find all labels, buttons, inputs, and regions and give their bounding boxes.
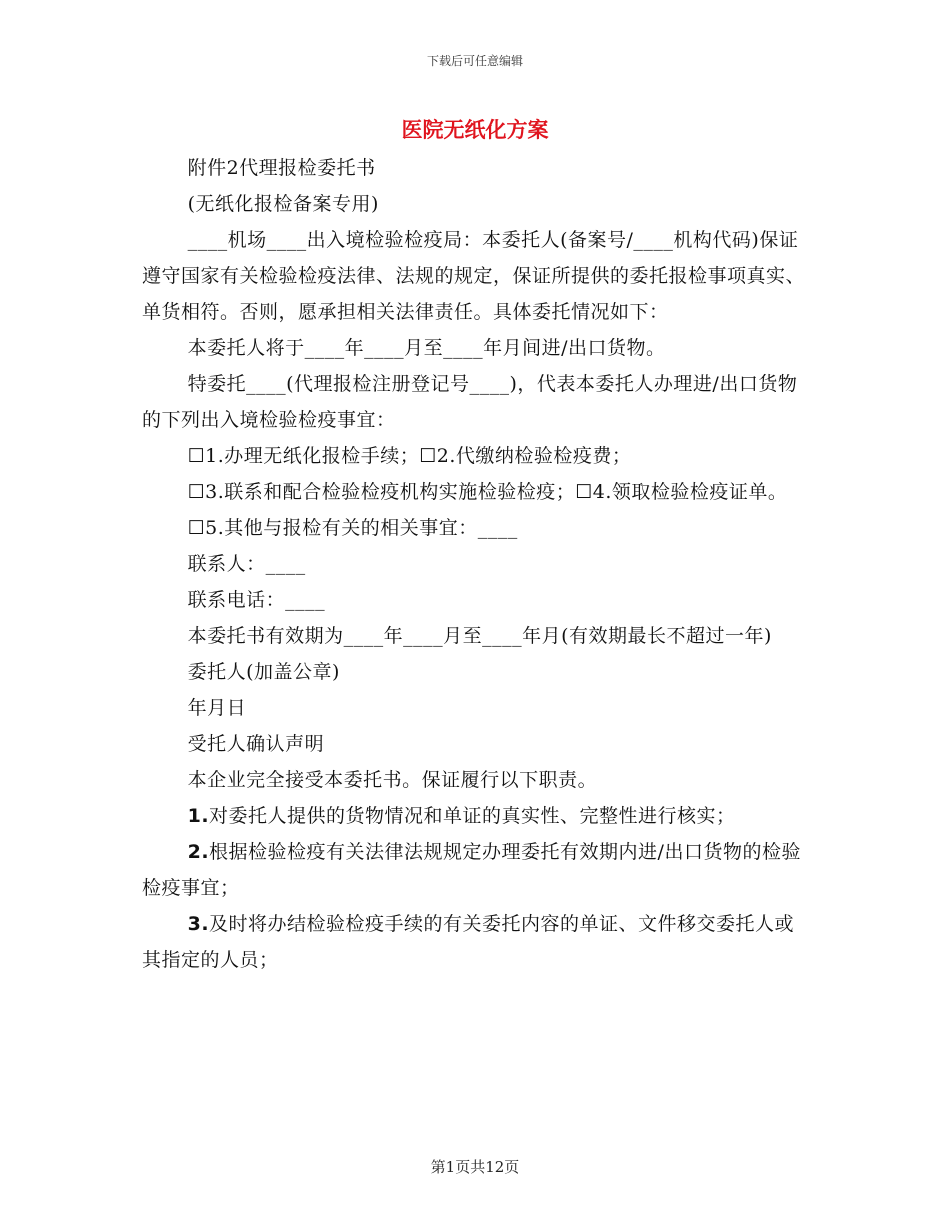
date-line: 年月日	[187, 697, 247, 719]
checkbox-line-2: ☐3.联系和配合检验检疫机构实施检验检疫；☐4.领取检验检疫证单。	[187, 481, 788, 503]
paragraph-subtitle: (无纸化报检备案专用)	[187, 193, 379, 215]
checkbox-line-3: ☐5.其他与报检有关的相关事宜：____	[187, 517, 518, 539]
checkbox-line-1: ☐1.办理无纸化报检手续；☐2.代缴纳检验检疫费；	[187, 445, 632, 467]
duty-text: 对委托人提供的货物情况和单证的真实性、完整性进行核实；	[209, 805, 736, 827]
duty-number: 1.	[187, 805, 210, 827]
paragraph-delegate: 特委托____(代理报检注册登记号____)，代表本委托人办理进/出口货物的下列出入境检验检疫事宜：	[142, 373, 798, 431]
contact-phone: 联系电话：____	[187, 589, 326, 611]
duty-item	[142, 834, 807, 906]
document-title: 医院无纸化方案	[401, 118, 549, 142]
duty-text: 及时将办结检验检疫手续的有关委托内容的单证、文件移交委托人或其指定的人员；	[142, 913, 795, 971]
duty-item	[142, 798, 807, 834]
duty-item	[142, 906, 807, 978]
principal-seal: 委托人(加盖公章)	[187, 661, 340, 683]
document-body	[142, 150, 807, 978]
page-footer: 第1页共12页	[430, 1158, 520, 1176]
duty-number: 3.	[187, 913, 210, 935]
duty-number: 2.	[187, 841, 210, 863]
agent-declaration-heading: 受托人确认声明	[187, 733, 325, 755]
duty-text: 根据检验检疫有关法律法规规定办理委托有效期内进/出口货物的检验检疫事宜；	[142, 841, 801, 899]
paragraph-attachment: 附件2代理报检委托书	[187, 157, 376, 179]
validity-period: 本委托书有效期为____年____月至____年月(有效期最长不超过一年)	[187, 625, 772, 647]
agent-declaration-intro: 本企业完全接受本委托书。保证履行以下职责。	[187, 769, 598, 791]
header-note: 下载后可任意编辑	[426, 54, 523, 68]
contact-person: 联系人：____	[187, 553, 306, 575]
paragraph-period: 本委托人将于____年____月至____年月间进/出口货物。	[187, 337, 666, 359]
paragraph-intro: ____机场____出入境检验检疫局：本委托人(备案号/____机构代码)保证遵守国家有关检验检疫法律、法规的规定，保证所提供的委托报检事项真实、单货相符。否则，愿承担相关法律责任。具体委托情况如下：	[142, 229, 806, 323]
